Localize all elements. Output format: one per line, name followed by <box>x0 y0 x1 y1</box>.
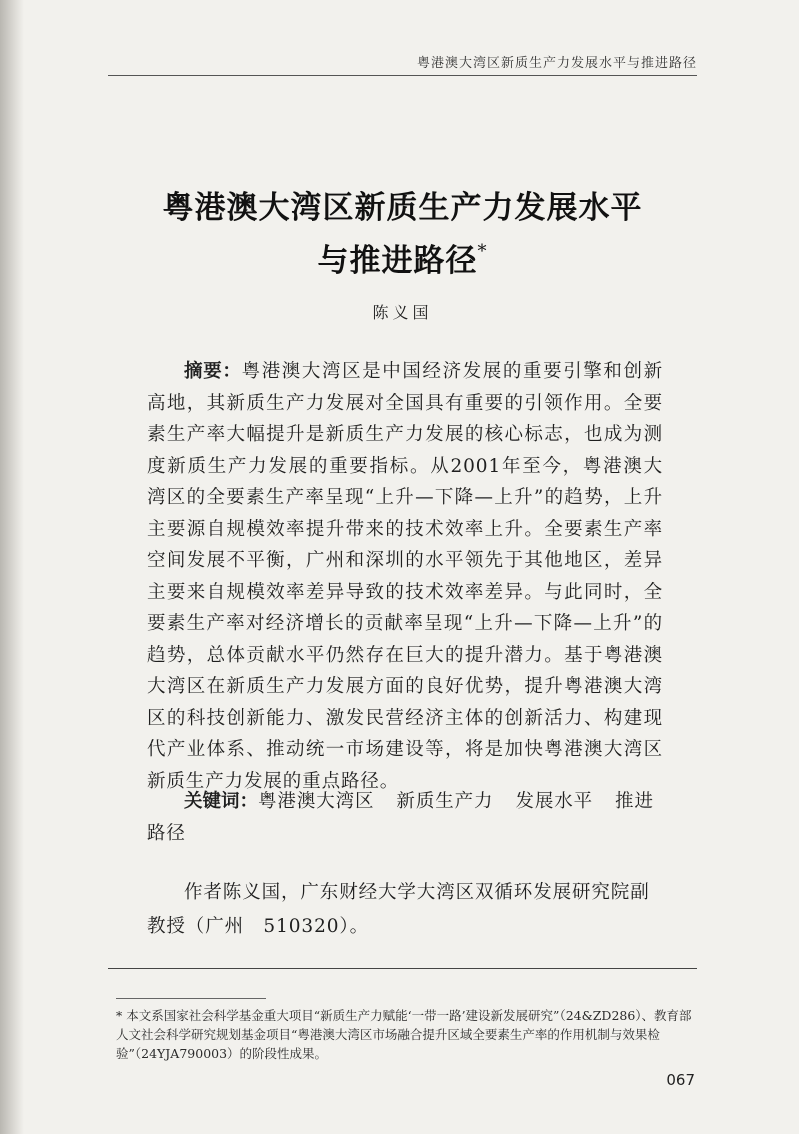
abstract-label: 摘要： <box>184 361 242 382</box>
page-number: 067 <box>666 1071 695 1089</box>
keyword-item: 推进路径 <box>147 791 654 844</box>
keyword-item: 新质生产力 <box>396 791 494 812</box>
title-footnote-mark: * <box>477 241 488 262</box>
section-rule <box>108 968 697 969</box>
header-rule <box>108 75 697 76</box>
author-name: 陈义国 <box>372 303 433 322</box>
abstract <box>147 356 663 797</box>
keywords-label: 关键词： <box>184 791 259 812</box>
keyword-item: 发展水平 <box>515 791 594 812</box>
title-line-2 <box>108 230 697 283</box>
author-affiliation: 作者陈义国，广东财经大学大湾区双循环发展研究院副教授（广州 510320）。 <box>147 882 650 937</box>
book-spine-shadow <box>0 0 24 1134</box>
footnote-rule <box>116 998 266 999</box>
title-line-2-text: 与推进路径 <box>317 243 478 279</box>
abstract-text: 粤港澳大湾区是中国经济发展的重要引擎和创新高地，其新质生产力发展对全国具有重要的引领作用。全要素生产率大幅提升是新质生产力发展的核心标志，也成为测度新质生产力发展的重要指标。从2001年至今，粤港澳大湾区的全要素生产率呈现“上升—下降—上升”的趋势，上升主要源自规模效率提升带来的技术效率上升。全要素生产率空间发展不平衡，广州和深圳的水平领先于其他地区，差异主要来自规模效率差异导致的技术效率差异。与此同时，全要素生产率对经济增长的贡献率呈现“上升—下降—上升”的趋势，总体贡献水平仍然存在巨大的提升潜力。基于粤港澳大湾区在新质生产力发展方面的良好优势，提升粤港澳大湾区的科技创新能力、激发民营经济主体的创新活力、构建现代产业体系、推动统一市场建设等，将是加快粤港澳大湾区新质生产力发展的重点路径。 <box>147 361 663 792</box>
article-title <box>108 186 697 283</box>
keywords <box>147 786 663 849</box>
running-head: 粤港澳大湾区新质生产力发展水平与推进路径 <box>416 56 697 71</box>
title-line-1: 粤港澳大湾区新质生产力发展水平 <box>162 190 643 226</box>
funding-footnote: * 本文系国家社会科学基金重大项目“新质生产力赋能‘一带一路’建设新发展研究”（24&ZD286）、教育部人文社会科学研究规划基金项目“粤港澳大湾区市场融合提升区域全要素生产率的作用机制与效果检验”（24YJA790003）的阶段性成果。 <box>116 1008 692 1061</box>
keyword-item: 粤港澳大湾区 <box>258 791 375 812</box>
